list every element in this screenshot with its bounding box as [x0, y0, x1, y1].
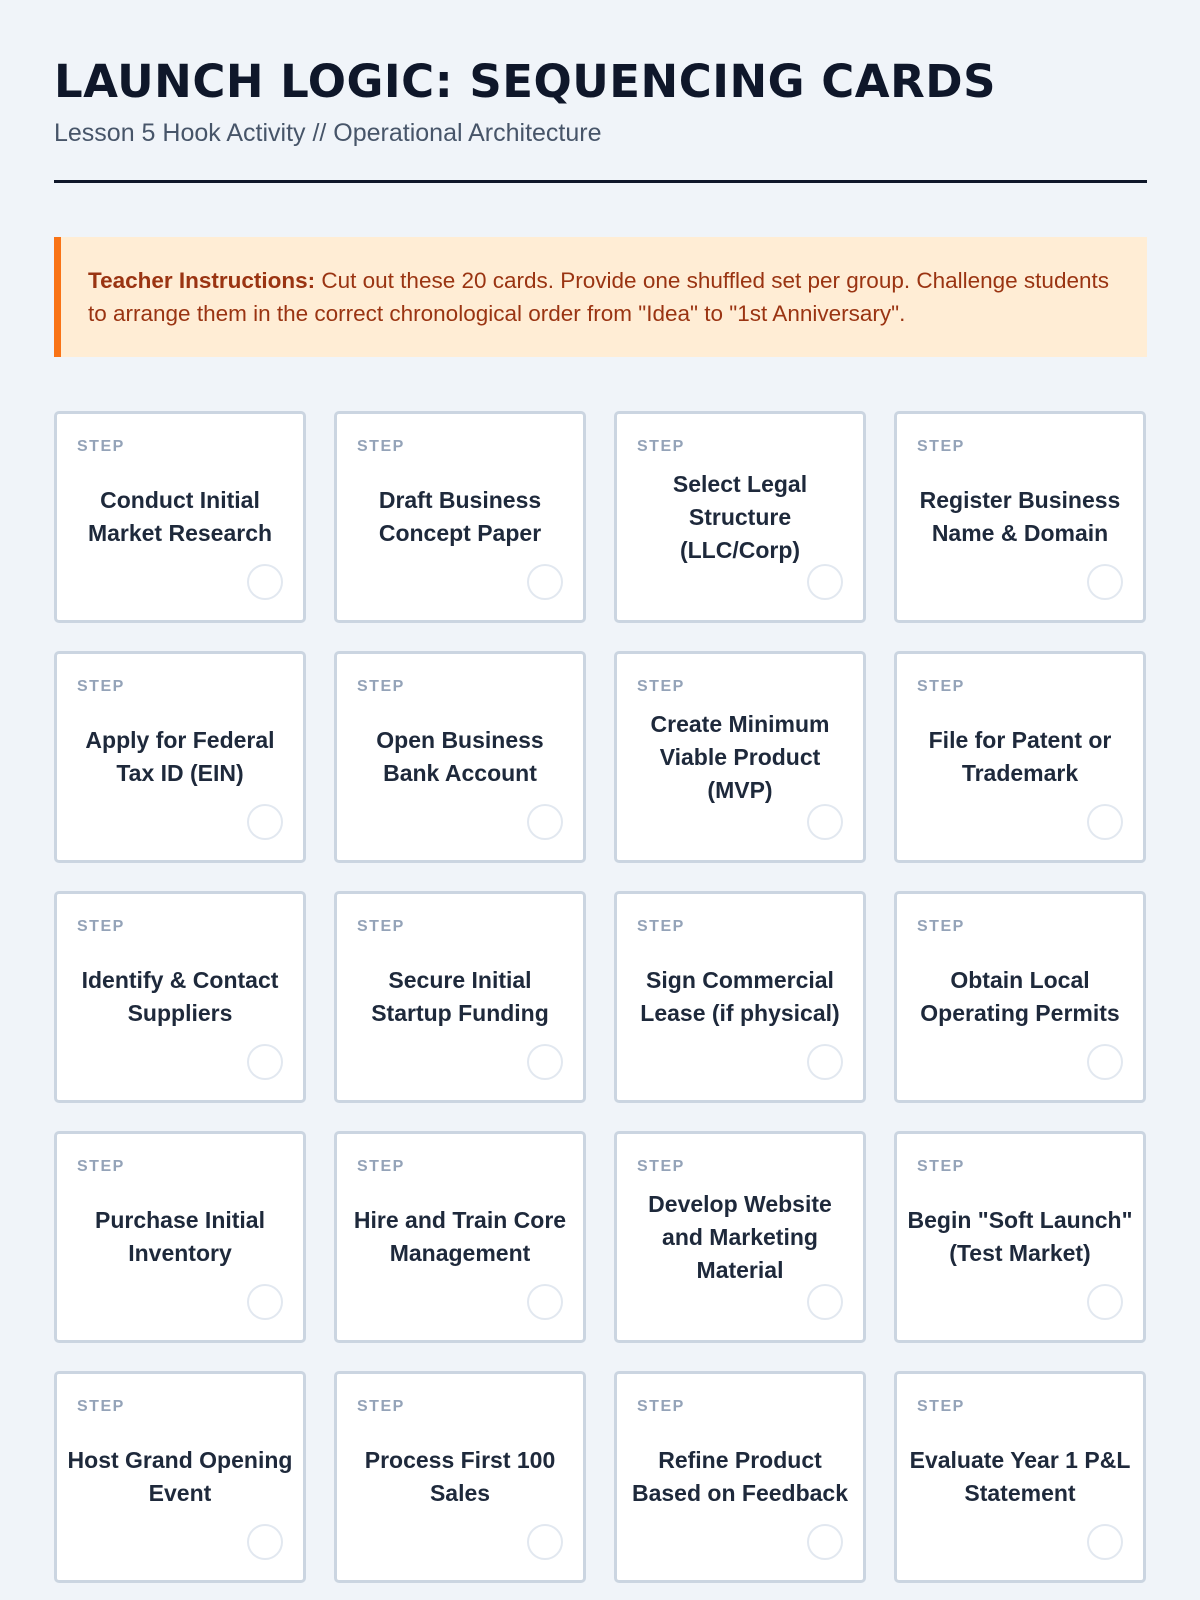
- card-step-label: STEP: [357, 1398, 405, 1415]
- order-number-circle: [527, 804, 563, 840]
- card-step-text: Apply for Federal Tax ID (EIN): [85, 727, 275, 786]
- instructions-label: Teacher Instructions:: [88, 268, 316, 293]
- card-step-text: Select Legal Structure (LLC/Corp): [672, 470, 808, 563]
- card-step-label: STEP: [77, 678, 125, 695]
- card-step-text: Sign Commercial Lease (if physical): [640, 967, 840, 1026]
- card-step-label: STEP: [357, 918, 405, 935]
- order-number-circle: [527, 1524, 563, 1560]
- card-step-text: Draft Business Concept Paper: [378, 487, 542, 546]
- instructions-text: Cut out these 20 cards. Provide one shuffled set per group. Challenge students to arrange them in the correct chronological order from "Idea" to "1st Anniversary".: [88, 268, 1109, 326]
- order-number-circle: [247, 1044, 283, 1080]
- card-step-label: STEP: [917, 1158, 965, 1175]
- order-number-circle: [527, 564, 563, 600]
- order-number-circle: [527, 1044, 563, 1080]
- sequencing-card: [614, 891, 866, 1103]
- card-step-text: Process First 100 Sales: [364, 1447, 556, 1506]
- card-step-text: File for Patent or Trademark: [928, 727, 1112, 786]
- card-step-label: STEP: [357, 438, 405, 455]
- card-step-text: Register Business Name & Domain: [919, 487, 1121, 546]
- order-number-circle: [1087, 564, 1123, 600]
- sequencing-card: [334, 1131, 586, 1343]
- header-divider: [54, 180, 1147, 183]
- order-number-circle: [247, 564, 283, 600]
- card-step-label: STEP: [357, 1158, 405, 1175]
- sequencing-card: [894, 411, 1146, 623]
- card-step-text: Obtain Local Operating Permits: [920, 967, 1120, 1026]
- sequencing-card: [54, 1131, 306, 1343]
- card-step-text: Evaluate Year 1 P&L Statement: [909, 1447, 1131, 1506]
- sequencing-card: [334, 651, 586, 863]
- page-title: LAUNCH LOGIC: SEQUENCING CARDS: [54, 55, 997, 108]
- card-step-label: STEP: [77, 1158, 125, 1175]
- card-step-label: STEP: [77, 918, 125, 935]
- order-number-circle: [807, 1284, 843, 1320]
- card-step-label: STEP: [637, 1398, 685, 1415]
- card-step-label: STEP: [917, 678, 965, 695]
- card-step-text: Conduct Initial Market Research: [87, 487, 273, 546]
- sequencing-card: [54, 1371, 306, 1583]
- page-subtitle: Lesson 5 Hook Activity // Operational Architecture: [54, 119, 602, 147]
- order-number-circle: [247, 804, 283, 840]
- sequencing-card: [614, 1371, 866, 1583]
- card-step-text: Secure Initial Startup Funding: [371, 967, 549, 1026]
- card-step-label: STEP: [917, 438, 965, 455]
- card-step-text: Purchase Initial Inventory: [94, 1207, 265, 1266]
- order-number-circle: [1087, 804, 1123, 840]
- card-step-label: STEP: [917, 918, 965, 935]
- sequencing-card: [614, 1131, 866, 1343]
- card-step-label: STEP: [637, 438, 685, 455]
- order-number-circle: [807, 1044, 843, 1080]
- sequencing-card: [54, 651, 306, 863]
- sequencing-card: [894, 1371, 1146, 1583]
- order-number-circle: [1087, 1044, 1123, 1080]
- sequencing-card: [334, 891, 586, 1103]
- teacher-instructions-box: [54, 237, 1147, 357]
- card-step-label: STEP: [637, 678, 685, 695]
- order-number-circle: [247, 1524, 283, 1560]
- order-number-circle: [807, 564, 843, 600]
- card-step-text: Identify & Contact Suppliers: [81, 967, 279, 1026]
- sequencing-card: [614, 411, 866, 623]
- order-number-circle: [1087, 1284, 1123, 1320]
- card-step-text: Hire and Train Core Management: [353, 1207, 567, 1266]
- card-step-label: STEP: [357, 678, 405, 695]
- sequencing-card: [894, 651, 1146, 863]
- card-step-label: STEP: [77, 438, 125, 455]
- sequencing-card: [334, 411, 586, 623]
- order-number-circle: [527, 1284, 563, 1320]
- sequencing-card-grid: [54, 411, 1147, 1583]
- order-number-circle: [807, 1524, 843, 1560]
- card-step-label: STEP: [917, 1398, 965, 1415]
- sequencing-card: [894, 1131, 1146, 1343]
- card-step-text: Refine Product Based on Feedback: [631, 1447, 849, 1506]
- sequencing-card: [614, 651, 866, 863]
- card-step-label: STEP: [637, 1158, 685, 1175]
- order-number-circle: [247, 1284, 283, 1320]
- sequencing-card: [54, 891, 306, 1103]
- sequencing-card: [54, 411, 306, 623]
- card-step-text: Begin "Soft Launch" (Test Market): [907, 1207, 1133, 1266]
- card-step-label: STEP: [77, 1398, 125, 1415]
- card-step-text: Create Minimum Viable Product (MVP): [650, 710, 830, 803]
- card-step-label: STEP: [637, 918, 685, 935]
- sequencing-card: [334, 1371, 586, 1583]
- card-step-text: Open Business Bank Account: [376, 727, 544, 786]
- card-step-text: Develop Website and Marketing Material: [648, 1190, 832, 1283]
- sequencing-card: [894, 891, 1146, 1103]
- card-step-text: Host Grand Opening Event: [67, 1447, 293, 1506]
- order-number-circle: [807, 804, 843, 840]
- order-number-circle: [1087, 1524, 1123, 1560]
